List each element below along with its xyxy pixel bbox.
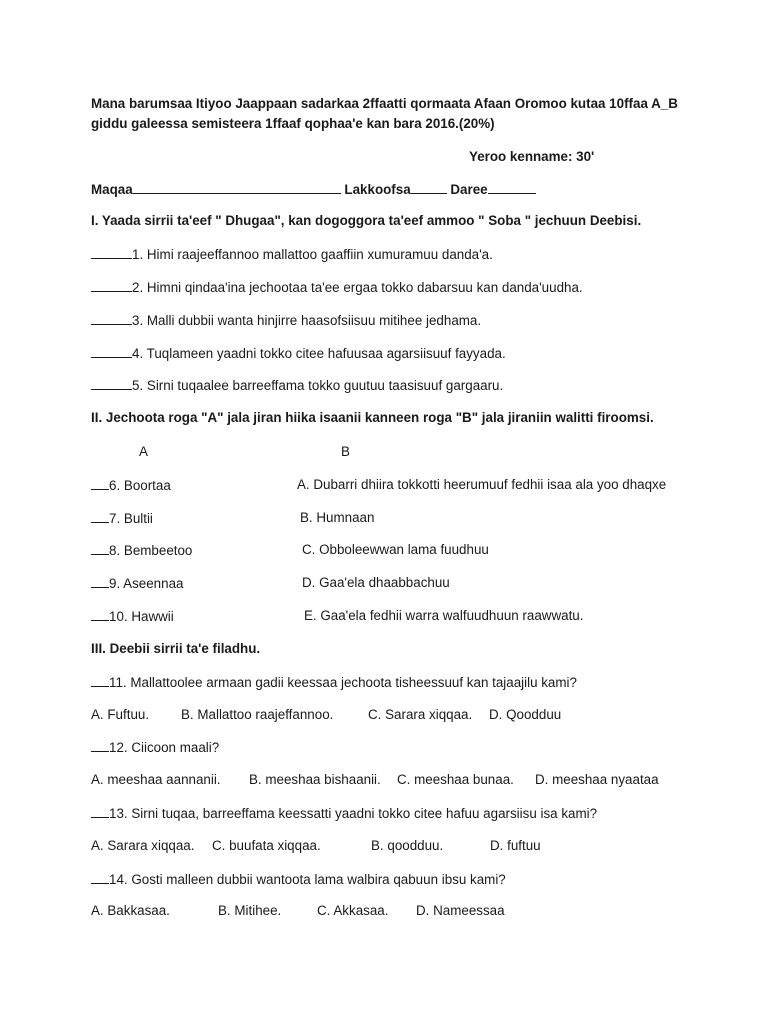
matching-item-b: D. Gaa'ela dhaabbachuu (302, 575, 450, 590)
answer-blank[interactable] (91, 673, 109, 687)
column-b-header: B (341, 444, 350, 459)
answer-blank[interactable] (91, 541, 109, 555)
question-text: 11. Mallattoolee armaan gadii keessaa jechoota tisheessuuf kan tajaajilu kami? (109, 675, 577, 690)
section-label: Daree (450, 182, 488, 197)
answer-blank[interactable] (91, 245, 132, 259)
option: D. meeshaa nyaataa (535, 772, 659, 787)
answer-blank[interactable] (91, 509, 109, 523)
item-text: 1. Himi raajeeffannoo mallattoo gaaffiin xumuramuu danda'a. (132, 247, 493, 262)
item-text: 10. Hawwii (109, 609, 174, 624)
matching-item-a (91, 509, 153, 528)
question-text: 14. Gosti malleen dubbii wantoota lama walbira qabuun ibsu kami? (109, 872, 506, 887)
answer-blank[interactable] (91, 738, 109, 752)
option: B. qoodduu. (371, 838, 444, 853)
exam-header-line-1: Mana barumsaa Itiyoo Jaappaan sadarkaa 2ffaatti qormaata Afaan Oromoo kutaa 10ffaa A_B (91, 96, 678, 111)
column-a-header: A (139, 444, 148, 459)
true-false-item (91, 311, 481, 330)
question-stem (91, 804, 597, 823)
answer-blank[interactable] (91, 870, 109, 884)
option: D. Nameessaa (416, 903, 505, 918)
answer-blank[interactable] (91, 574, 109, 588)
exam-time: Yeroo kenname: 30' (469, 149, 595, 164)
answer-blank[interactable] (91, 804, 109, 818)
question-stem (91, 673, 577, 692)
option: B. Mallattoo raajeffannoo. (181, 707, 334, 722)
number-blank[interactable] (411, 180, 447, 194)
section-2-title: II. Jechoota roga "A" jala jiran hiika isaanii kanneen roga "B" jala jiraniin walitti firoomsi. (91, 410, 654, 425)
answer-blank[interactable] (91, 278, 132, 292)
section-3-title: III. Deebii sirrii ta'e filadhu. (91, 641, 261, 656)
matching-item-b: A. Dubarri dhiira tokkotti heerumuuf fedhii isaa ala yoo dhaqxe (297, 477, 667, 492)
option: A. meeshaa aannanii. (91, 772, 221, 787)
answer-blank[interactable] (91, 311, 132, 325)
name-blank[interactable] (133, 180, 341, 194)
matching-item-a (91, 574, 183, 593)
answer-blank[interactable] (91, 607, 109, 621)
option: A. Fuftuu. (91, 707, 150, 722)
matching-item-b: E. Gaa'ela fedhii warra walfuudhuun raawwatu. (304, 608, 584, 623)
answer-blank[interactable] (91, 344, 132, 358)
matching-item-a (91, 541, 192, 560)
matching-item-a (91, 476, 171, 495)
option: B. Mitihee. (218, 903, 282, 918)
section-1-title: I. Yaada sirrii ta'eef " Dhugaa", kan dogoggora ta'eef ammoo " Soba " jechuun Deebisi. (91, 213, 642, 228)
option: C. buufata xiqqaa. (212, 838, 321, 853)
item-text: 2. Himni qindaa'ina jechootaa ta'ee ergaa tokko dabarsuu kan danda'uudha. (132, 280, 583, 295)
option: C. Sarara xiqqaa. (368, 707, 473, 722)
matching-item-a (91, 607, 174, 626)
student-info-row (91, 180, 536, 199)
true-false-item (91, 245, 493, 264)
answer-blank[interactable] (91, 476, 109, 490)
item-text: 6. Boortaa (109, 478, 171, 493)
option: D. fuftuu (490, 838, 541, 853)
question-stem (91, 870, 506, 889)
item-text: 8. Bembeetoo (109, 543, 193, 558)
section-blank[interactable] (488, 180, 536, 194)
true-false-item (91, 344, 506, 363)
answer-blank[interactable] (91, 376, 132, 390)
option: B. meeshaa bishaanii. (249, 772, 381, 787)
matching-item-b: B. Humnaan (300, 510, 375, 525)
item-text: 7. Bultii (109, 511, 153, 526)
true-false-item (91, 376, 503, 395)
item-text: 4. Tuqlameen yaadni tokko citee hafuusaa agarsiisuuf fayyada. (132, 346, 506, 361)
option: A. Sarara xiqqaa. (91, 838, 195, 853)
name-label: Maqaa (91, 182, 133, 197)
option: C. meeshaa bunaa. (397, 772, 514, 787)
exam-header-line-2: giddu galeessa semisteera 1ffaaf qophaa'e kan bara 2016.(20%) (91, 116, 495, 131)
question-text: 13. Sirni tuqaa, barreeffama keessatti yaadni tokko citee hafuu agarsiisu isa kami? (109, 806, 598, 821)
item-text: 3. Malli dubbii wanta hinjirre haasofsiisuu mitihee jedhama. (132, 313, 482, 328)
option: D. Qoodduu (489, 707, 562, 722)
number-label: Lakkoofsa (344, 182, 411, 197)
item-text: 5. Sirni tuqaalee barreeffama tokko guutuu taasisuuf gargaaru. (132, 378, 504, 393)
option: A. Bakkasaa. (91, 903, 170, 918)
question-stem (91, 738, 219, 757)
option: C. Akkasaa. (317, 903, 389, 918)
matching-item-b: C. Obboleewwan lama fuudhuu (302, 542, 489, 557)
item-text: 9. Aseennaa (109, 576, 184, 591)
question-text: 12. Ciicoon maali? (109, 740, 220, 755)
true-false-item (91, 278, 583, 297)
